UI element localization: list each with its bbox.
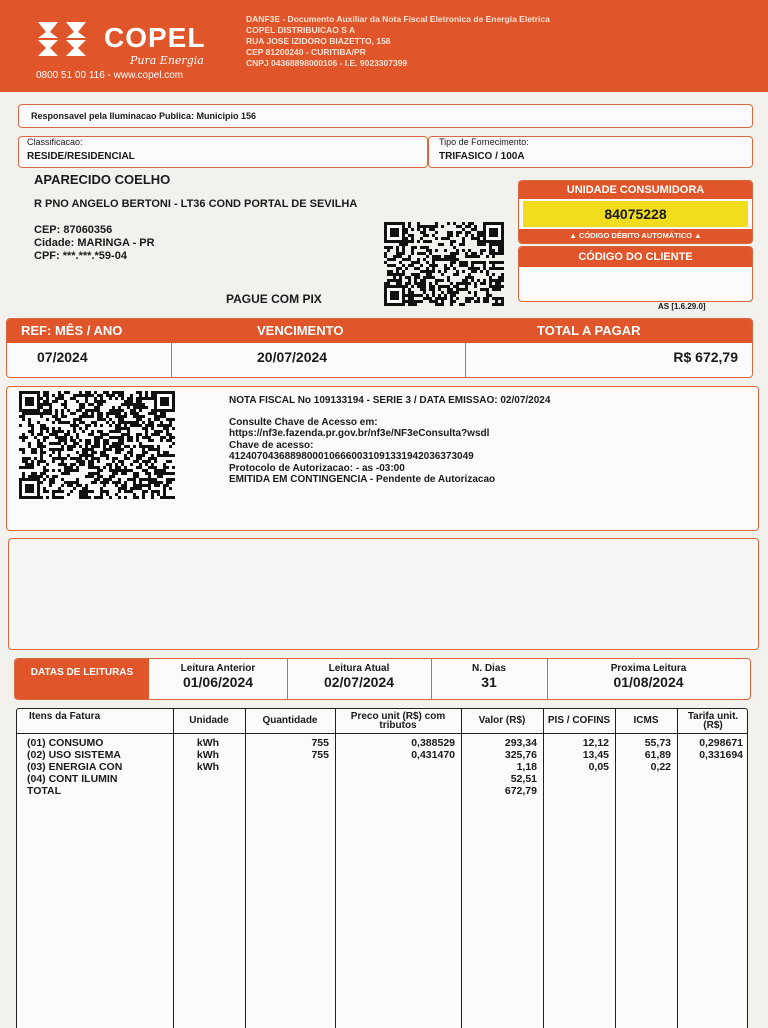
unidade-note: ▲ CÓDIGO DÉBITO AUTOMÁTICO ▲ (519, 229, 752, 243)
fornecimento-value: TRIFASICO / 100A (439, 151, 525, 162)
issuer-line: RUA JOSE IZIDORO BIAZETTO, 158 (246, 36, 391, 46)
table-cell: kWh (196, 749, 220, 761)
classificacao-label: Classificacao: (27, 137, 83, 147)
nota-line: NOTA FISCAL No 109133194 - SERIE 3 / DATA EMISSAO: 02/07/2024 (229, 395, 551, 406)
itens-fatura-table (16, 708, 748, 1028)
header-rule (17, 733, 747, 734)
divider (465, 343, 466, 377)
total-value: R$ 672,79 (673, 349, 738, 365)
cliente-endereco: R PNO ANGELO BERTONI - LT36 COND PORTAL DE SEVILHA (34, 198, 358, 210)
issuer-line: CEP 81200240 - CURITIBA/PR (246, 47, 366, 57)
table-cell: 1,18 (516, 761, 537, 773)
table-cell: 12,12 (582, 737, 609, 749)
leitura-atual (287, 659, 432, 699)
column-divider (461, 709, 462, 1028)
issuer-line: CNPJ 04368898000106 - I.E. 9023307399 (246, 58, 408, 68)
iluminacao-text: Responsavel pela Iluminacao Publica: Municipio 156 (31, 111, 257, 121)
table-cell: 13,45 (582, 749, 609, 761)
brand-name: COPEL (104, 22, 206, 53)
leitura-anterior (149, 659, 288, 699)
nota-line: EMITIDA EM CONTINGENCIA - Pendente de Autorizacao (229, 474, 496, 485)
fornecimento-box (428, 136, 753, 168)
divider (171, 343, 172, 377)
column-header: Itens da Fatura (29, 711, 101, 722)
table-cell: 325,76 (504, 749, 537, 761)
cliente-nome: APARECIDO COELHO (34, 172, 171, 187)
column-divider (543, 709, 544, 1028)
table-cell: 755 (311, 737, 329, 749)
proxima-leitura-label: Proxima Leitura (610, 663, 687, 674)
column-header: Quantidade (262, 715, 318, 726)
nota-qr-code-icon[interactable] (19, 391, 175, 499)
table-cell: 0,05 (588, 761, 609, 773)
column-divider (335, 709, 336, 1028)
leitura-anterior-label: Leitura Anterior (180, 663, 256, 674)
issuer-line: DANF3E - Documento Auxiliar da Nota Fiscal Eletronica de Energia Eletrica (246, 14, 550, 24)
proxima-leitura-value: 01/08/2024 (613, 674, 684, 690)
table-cell: 755 (311, 749, 329, 761)
cliente-cpf: CPF: ***.***.*59-04 (34, 250, 127, 262)
fornecimento-label: Tipo de Fornecimento: (439, 137, 529, 147)
nota-url[interactable]: https://nf3e.fazenda.pr.gov.br/nf3e/NF3eConsulta?wsdl (229, 428, 490, 439)
venc-value: 20/07/2024 (257, 349, 328, 365)
codigo-cliente-box (518, 246, 753, 302)
iluminacao-box (18, 104, 753, 128)
proxima-leitura (547, 659, 750, 699)
leituras-title: DATAS DE LEITURAS (15, 659, 149, 699)
nota-info (229, 395, 550, 486)
version-label: AS [1.6.29.0] (658, 302, 706, 311)
n-dias-label: N. Dias (472, 663, 506, 674)
cliente-cep: CEP: 87060356 (34, 224, 113, 236)
column-divider (615, 709, 616, 1028)
column-header: ICMS (633, 715, 659, 726)
nota-key: 41240704368898000106660031091331942036373049 (229, 451, 474, 462)
column-header: PIS / COFINS (547, 715, 611, 726)
column-divider (245, 709, 246, 1028)
table-cell: 293,34 (504, 737, 537, 749)
leituras-box (14, 658, 751, 700)
table-cell: TOTAL (27, 785, 62, 797)
n-dias-value: 31 (481, 674, 497, 690)
table-cell: 0,298671 (699, 737, 743, 749)
column-divider (173, 709, 174, 1028)
table-cell: 0,22 (650, 761, 671, 773)
unidade-title: UNIDADE CONSUMIDORA (519, 181, 752, 199)
n-dias (431, 659, 548, 699)
column-header: Tarifa unit.(R$) (687, 711, 739, 731)
nota-line: Protocolo de Autorizacao: - as -03:00 (229, 462, 405, 474)
table-cell: 61,89 (644, 749, 671, 761)
table-cell: (02) USO SISTEMA (27, 749, 121, 761)
table-cell: 55,73 (644, 737, 671, 749)
pix-qr-code-icon[interactable] (384, 222, 506, 306)
total-label: TOTAL A PAGAR (537, 323, 641, 338)
ref-label: REF: MÊS / ANO (21, 323, 123, 338)
invoice-header (0, 0, 768, 92)
leitura-atual-value: 02/07/2024 (323, 674, 395, 690)
codigo-cliente-title: CÓDIGO DO CLIENTE (519, 247, 752, 267)
cliente-cidade: Cidade: MARINGA - PR (34, 237, 155, 249)
unidade-consumidora-box (518, 180, 753, 244)
billing-header-row (7, 319, 752, 343)
column-header: Unidade (189, 715, 229, 726)
pix-label: PAGUE COM PIX (226, 292, 322, 306)
venc-label: VENCIMENTO (257, 323, 344, 338)
message-box (8, 538, 759, 650)
table-cell: (04) CONT ILUMIN (27, 773, 118, 785)
table-cell: 52,51 (510, 773, 537, 785)
brand-tagline: Pura Energia (130, 54, 204, 67)
table-cell: 0,331694 (699, 749, 743, 761)
table-cell: 0,431470 (411, 749, 455, 761)
classificacao-box (18, 136, 428, 168)
classificacao-value: RESIDE/RESIDENCIAL (27, 151, 135, 162)
brand-contact: 0800 51 00 116 - www.copel.com (36, 70, 184, 81)
leitura-anterior-value: 01/06/2024 (182, 674, 254, 690)
issuer-info (246, 14, 550, 69)
issuer-line: COPEL DISTRIBUICAO S A (246, 25, 356, 35)
column-header: Preco unit (R$) com tributos (350, 711, 446, 731)
billing-summary (6, 318, 753, 378)
column-header: Valor (R$) (478, 715, 526, 726)
table-cell: 0,388529 (411, 737, 455, 749)
nota-line: Consulte Chave de Acesso em: (229, 416, 378, 428)
copel-logo-icon (36, 18, 88, 58)
column-divider (677, 709, 678, 1028)
table-cell: (03) ENERGIA CON (27, 761, 123, 773)
table-cell: kWh (196, 761, 220, 773)
table-cell: (01) CONSUMO (27, 737, 104, 749)
leitura-atual-label: Leitura Atual (328, 663, 390, 674)
table-cell: kWh (196, 737, 220, 749)
nota-line: Chave de acesso: (229, 439, 314, 451)
table-cell: 672,79 (504, 785, 537, 797)
nota-fiscal-box (6, 386, 759, 531)
ref-value: 07/2024 (37, 349, 88, 365)
unidade-value: 84075228 (523, 201, 748, 227)
